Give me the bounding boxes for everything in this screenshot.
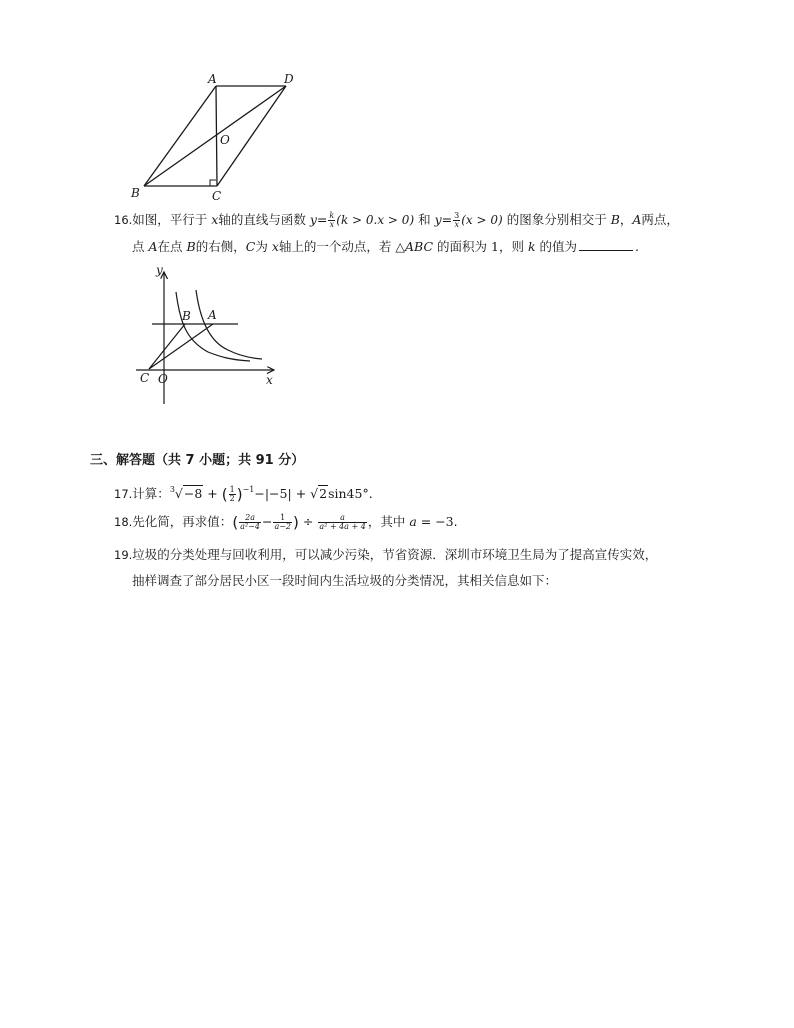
square-root: √2 [310, 486, 328, 501]
diagonal-BD [144, 86, 286, 186]
q16-line1: 16.如图，平行于 x轴的直线与函数 y= $\frac{k}{x}$ (k > 0.x > 0) 和 y= $\frac{3}{x}$ (x > 0) 的图象分别相交于 B，A两点， [114, 211, 679, 229]
fraction-one-half: $\frac{1}{2}$ [229, 485, 235, 503]
segment-CA [149, 324, 213, 369]
q17-line: 17.计算：$^3$√−8 + ( $\frac{1}{2}$ )$^{-1}$−|−5| + √2sin45°. [114, 485, 373, 504]
label-x: x [266, 373, 273, 387]
edge-AB [144, 86, 216, 186]
q19-number: 19. [114, 548, 133, 562]
fraction-a-over-a2-4a-4: $\frac{a}{\text{a² + 4a + 4}}$ [319, 513, 366, 531]
label-A2: A [208, 308, 217, 322]
label-O2: O [158, 372, 168, 386]
hyperbola-graph-figure [130, 262, 290, 408]
right-angle-mark [210, 180, 216, 186]
label-B2: B [182, 309, 191, 323]
q16-number: 16. [114, 213, 133, 227]
label-A: A [208, 72, 217, 86]
parallelogram-figure [120, 66, 320, 206]
label-O: O [220, 133, 230, 147]
fraction-3-over-x: $\frac{3}{x}$ [454, 211, 460, 229]
q18-line: 18.先化简，再求值：( $\frac{2a}{\text{a²−4}}$ − $\frac{1}{a-2}$ ) ÷ $\frac{a}{\text{a² + 4a + 4}}$ ，其中 a = −3. [114, 513, 458, 532]
label-C: C [212, 189, 222, 203]
segment-CB [149, 324, 185, 369]
section-heading: 三、解答题（共 7 小题；共 91 分） [90, 453, 305, 468]
q19-line2: 抽样调查了部分居民小区一段时间内生活垃圾的分类情况，其相关信息如下： [132, 573, 558, 588]
label-D: D [284, 72, 294, 86]
label-B: B [131, 186, 140, 200]
label-y: y [156, 263, 163, 277]
curve-k-over-x [176, 292, 250, 361]
fraction-1-over-a-2: $\frac{1}{a-2}$ [274, 513, 291, 531]
cube-root: $^3$√−8 [169, 485, 203, 501]
fraction-k-over-x: $\frac{k}{x}$ [329, 211, 335, 229]
fraction-2a-over-a2-4: $\frac{2a}{\text{a²−4}}$ [240, 513, 260, 531]
q18-number: 18. [114, 515, 133, 529]
answer-blank [579, 239, 633, 251]
q17-number: 17. [114, 487, 133, 501]
q16-line2: 点 A在点 B的右侧，C为 x轴上的一个动点，若 △ABC 的面积为 1，则 k 的值为 . [132, 239, 640, 254]
label-C2: C [140, 371, 150, 385]
edge-AC [216, 86, 217, 186]
q19-line1: 19.垃圾的分类处理与回收利用，可以减少污染，节省资源．深圳市环境卫生局为了提高宣传实效， [114, 547, 658, 562]
